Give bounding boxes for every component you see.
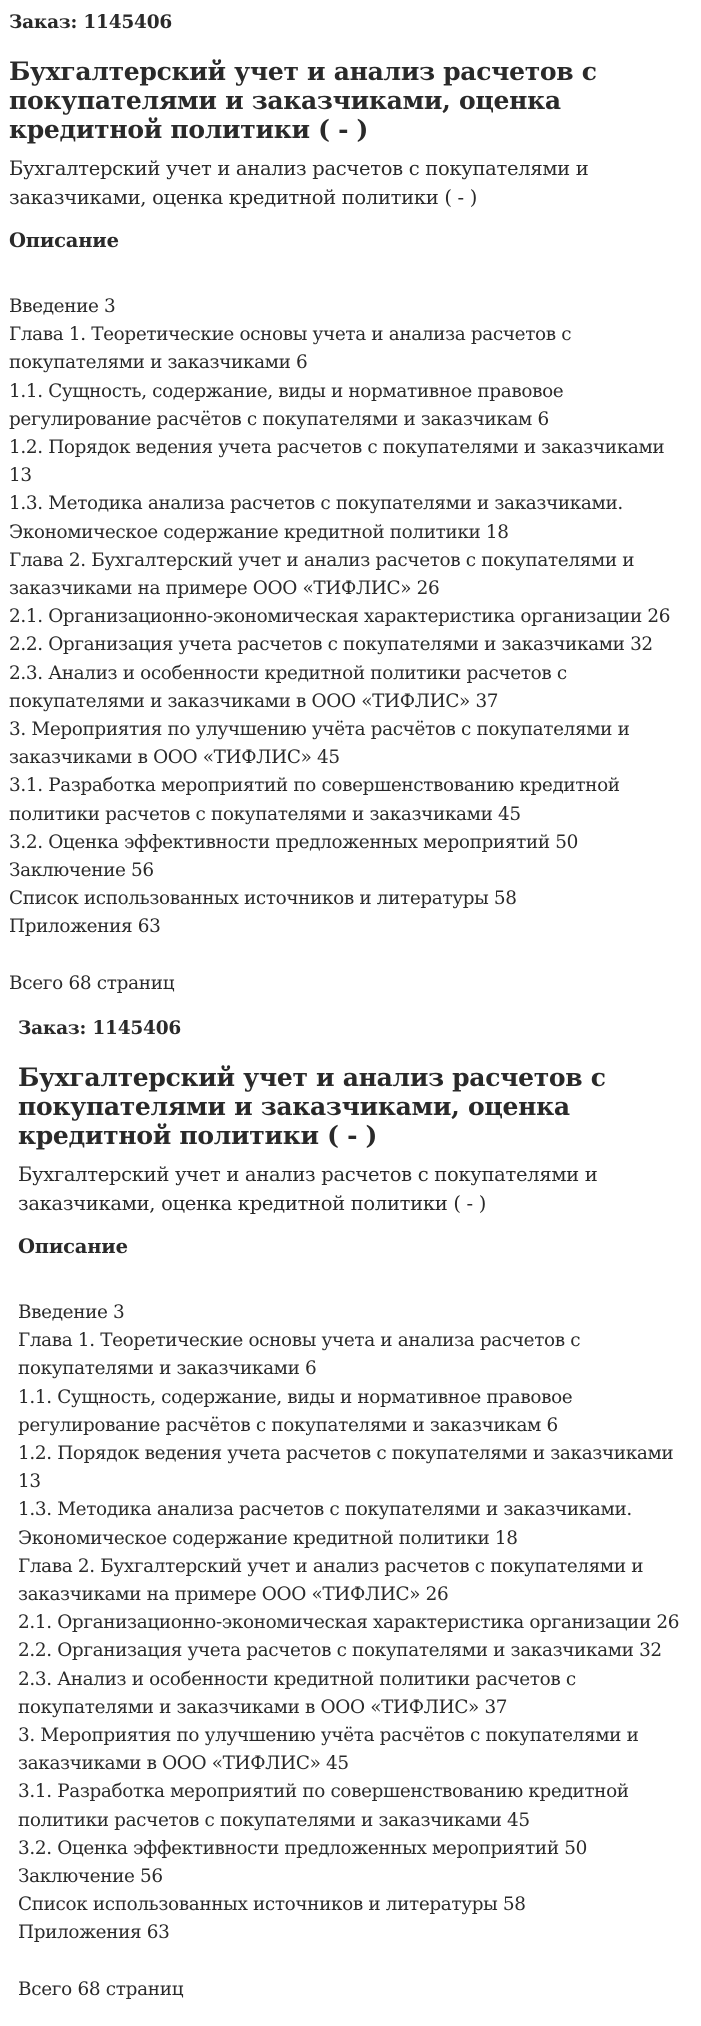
toc-item: 3. Мероприятия по улучшению учёта расчётов с покупателями и заказчиками в ООО «ТИФЛИС» 45	[9, 719, 630, 769]
toc-item: Приложения 63	[18, 1922, 170, 1944]
toc-item: 3.2. Оценка эффективности предложенных мероприятий 50	[9, 831, 578, 853]
toc-item: 3.1. Разработка мероприятий по совершенствованию кредитной политики расчетов с покупателями и заказчиками 45	[18, 1781, 629, 1831]
toc-item: 1.1. Сущность, содержание, виды и нормативное правовое регулирование расчётов с покупателями и заказчикам 6	[18, 1386, 573, 1436]
order-number: Заказ: 1145406	[9, 12, 173, 33]
toc-item: 3.1. Разработка мероприятий по совершенствованию кредитной политики расчетов с покупателями и заказчиками 45	[9, 775, 620, 825]
work-title: Бухгалтерский учет и анализ расчетов с покупателями и заказчиками, оценка кредитной политики ( - )	[18, 1063, 606, 1150]
work-subtitle: Бухгалтерский учет и анализ расчетов с покупателями и заказчиками, оценка кредитной политики ( - )	[18, 1163, 598, 1215]
table-of-contents	[18, 1299, 688, 1948]
work-subtitle: Бухгалтерский учет и анализ расчетов с покупателями и заказчиками, оценка кредитной политики ( - )	[9, 157, 589, 209]
toc-item: 2.2. Организация учета расчетов с покупателями и заказчиками 32	[9, 634, 653, 656]
toc-item: 3. Мероприятия по улучшению учёта расчётов с покупателями и заказчиками в ООО «ТИФЛИС» 45	[18, 1725, 639, 1775]
order-card	[9, 0, 689, 998]
toc-item: 1.1. Сущность, содержание, виды и нормативное правовое регулирование расчётов с покупателями и заказчикам 6	[9, 380, 564, 430]
description-heading: Описание	[9, 229, 119, 252]
table-of-contents	[9, 293, 689, 942]
toc-item: Заключение 56	[9, 860, 154, 882]
toc-item: 2.2. Организация учета расчетов с покупателями и заказчиками 32	[18, 1640, 662, 1662]
toc-item: Введение 3	[9, 296, 116, 317]
toc-item: Заключение 56	[18, 1866, 163, 1888]
toc-item: Введение 3	[18, 1302, 125, 1323]
work-title: Бухгалтерский учет и анализ расчетов с покупателями и заказчиками, оценка кредитной политики ( - )	[9, 57, 597, 144]
total-pages: Всего 68 страниц	[9, 972, 175, 994]
order-card-duplicate	[18, 1006, 688, 2004]
toc-item: Глава 2. Бухгалтерский учет и анализ расчетов с покупателями и заказчиками на примере ООО «ТИФЛИС» 26	[18, 1555, 644, 1606]
toc-item: 1.2. Порядок ведения учета расчетов с покупателями и заказчиками 13	[18, 1443, 674, 1493]
toc-item: Список использованных источников и литературы 58	[9, 888, 517, 910]
description-heading: Описание	[18, 1235, 128, 1258]
toc-item: Глава 1. Теоретические основы учета и анализа расчетов с покупателями и заказчиками 6	[18, 1330, 581, 1380]
toc-item: 2.1. Организационно-экономическая характеристика организации 26	[9, 606, 671, 628]
toc-item: Глава 2. Бухгалтерский учет и анализ расчетов с покупателями и заказчиками на примере ООО «ТИФЛИС» 26	[9, 549, 635, 600]
total-pages: Всего 68 страниц	[18, 1978, 184, 2000]
toc-item: Приложения 63	[9, 916, 161, 938]
toc-item: 1.3. Методика анализа расчетов с покупателями и заказчиками. Экономическое содержание кредитной политики 18	[18, 1499, 632, 1549]
toc-item: 2.3. Анализ и особенности кредитной политики расчетов с покупателями и заказчиками в ООО «ТИФЛИС» 37	[18, 1668, 576, 1718]
toc-item: 2.3. Анализ и особенности кредитной политики расчетов с покупателями и заказчиками в ООО «ТИФЛИС» 37	[9, 662, 567, 712]
toc-item: 2.1. Организационно-экономическая характеристика организации 26	[18, 1612, 680, 1634]
toc-item: 1.2. Порядок ведения учета расчетов с покупателями и заказчиками 13	[9, 437, 665, 487]
toc-item: Глава 1. Теоретические основы учета и анализа расчетов с покупателями и заказчиками 6	[9, 324, 572, 374]
toc-item: Список использованных источников и литературы 58	[18, 1894, 526, 1916]
order-number: Заказ: 1145406	[18, 1018, 182, 1039]
toc-item: 1.3. Методика анализа расчетов с покупателями и заказчиками. Экономическое содержание кредитной политики 18	[9, 493, 623, 543]
toc-item: 3.2. Оценка эффективности предложенных мероприятий 50	[18, 1837, 587, 1859]
